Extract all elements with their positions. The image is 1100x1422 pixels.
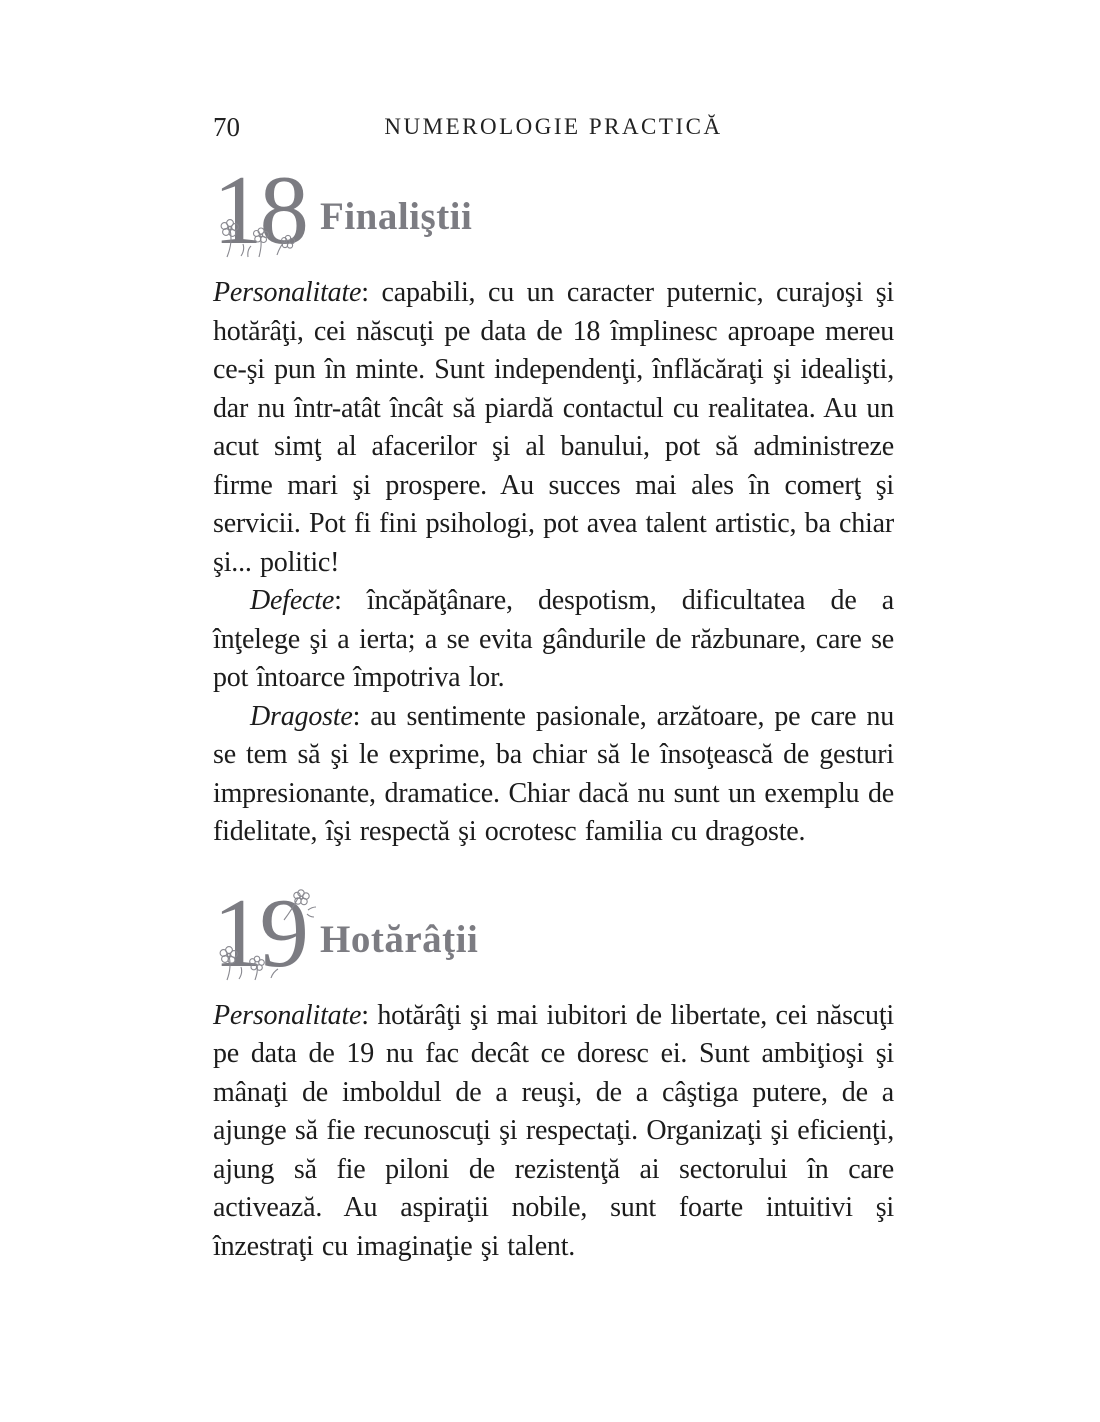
section-heading-19 [213, 878, 894, 988]
section-body-19 [213, 997, 894, 1267]
paragraph-text: : hotărâţi şi mai iubitori de libertate, cei născuţi pe data de 19 nu fac decât ce doresc ei. Sunt ambiţioşi şi mânaţi de imboldul de a reuşi, de a câştiga putere, de a ajunge să fie recunoscuţi şi respectaţi. Organizaţi şi eficienţi, ajung să fie piloni de rezistenţă ai sectorului în care activează. Au aspiraţii nobile, sunt foarte intuitivi şi înzestraţi cu imaginaţie şi talent. [213, 999, 894, 1262]
paragraph-text: : au sentimente pasionale, arzătoare, pe care nu se tem să şi le exprime, ba chiar să le însoţească de gesturi impresionante, dramatice. Chiar dacă nu sunt un exemplu de fidelitate, îşi respectă şi ocrotesc familia cu dragoste. [213, 700, 894, 847]
section-number-text: 19 [213, 878, 306, 988]
paragraph-personalitate-19 [213, 997, 894, 1267]
paragraph-dragoste-18 [213, 698, 894, 852]
section-body-18 [213, 274, 894, 852]
book-page [213, 112, 894, 1266]
section-number-18 [213, 156, 312, 265]
paragraph-defecte-18 [213, 582, 894, 698]
paragraph-lead: Defecte [250, 585, 335, 616]
page-number: 70 [213, 112, 240, 142]
running-title: NUMEROLOGIE PRACTICĂ [384, 114, 723, 139]
paragraph-text: : capabili, cu un caracter puternic, curajoşi şi hotărâţi, cei născuţi pe data de 18 împlinesc aproape mereu ce-şi pun în minte. Sunt independenţi, înflăcăraţi şi idealişti, dar nu într-atât încât să piardă contactul cu realitatea. Au un acut simţ al afacerilor şi al banului, pot să administreze firme mari şi prospere. Au succes mai ales în comerţ şi servicii. Pot fi fini psihologi, pot avea talent artistic, ba chiar şi... politic! [213, 277, 894, 578]
paragraph-personalitate-18 [213, 274, 894, 582]
section-heading-18 [213, 156, 894, 265]
paragraph-lead: Personalitate [213, 277, 362, 308]
section-title: Hotărâţii [320, 917, 479, 961]
paragraph-lead: Dragoste [250, 700, 353, 732]
paragraph-lead: Personalitate [213, 999, 362, 1031]
section-title: Finaliştii [320, 195, 473, 238]
page-header [213, 112, 894, 146]
section-number-19 [213, 878, 312, 988]
paragraph-text: : încăpăţânare, despotism, dificultatea de a înţelege şi a ierta; a se evita gândurile de răzbunare, care se pot întoarce împotriva lor. [213, 585, 894, 693]
section-number-text: 18 [213, 156, 306, 265]
